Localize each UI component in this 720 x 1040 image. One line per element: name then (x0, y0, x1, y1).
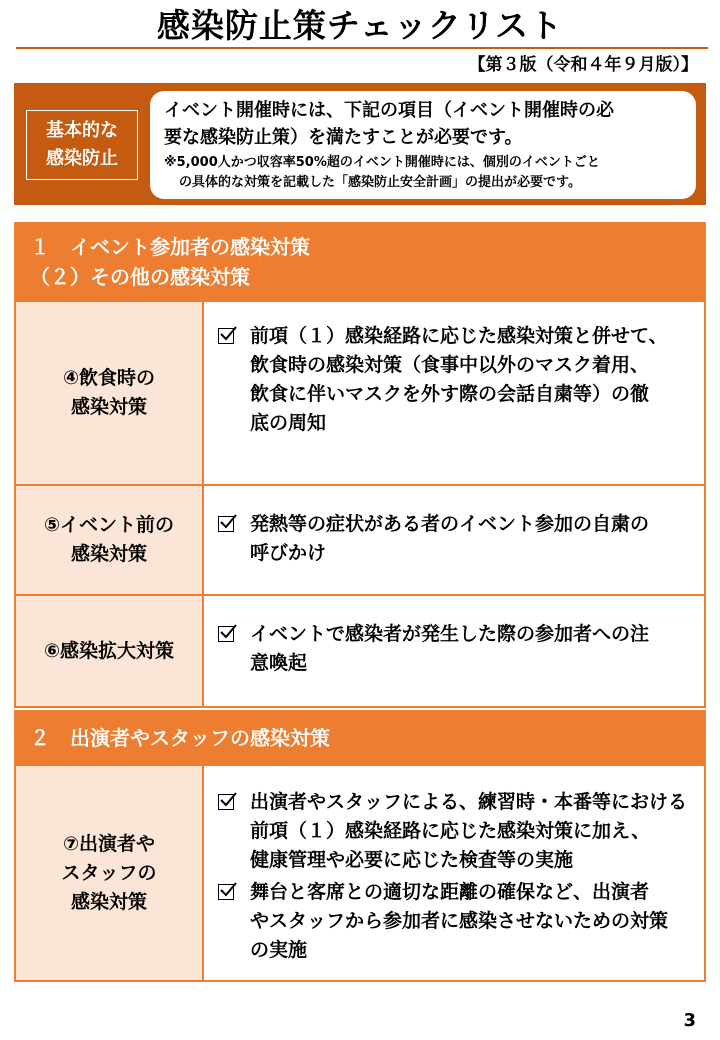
row-label-line: ⑥感染拡大対策 (43, 639, 175, 662)
item-line: 飲食に伴いマスクを外す際の会話自粛等）の徹 (250, 383, 650, 405)
edition-label: 【第３版（令和４年９月版）】 (468, 55, 698, 75)
item-line: 発熱等の症状がある者のイベント参加の自粛の (250, 513, 650, 535)
row-content (204, 302, 704, 484)
checklist-row-performers (14, 766, 706, 982)
page-number: 3 (683, 1010, 696, 1031)
banner-label-line: 感染防止 (46, 148, 118, 169)
row-label (16, 302, 204, 484)
item-line: 舞台と客席との適切な距離の確保など、出演者 (250, 881, 650, 903)
item-line: 飲食時の感染対策（食事中以外のマスク着用、 (250, 354, 650, 376)
section1-heading-line: １ イベント参加者の感染対策 (30, 235, 310, 259)
row-label-line: 感染対策 (70, 543, 147, 565)
checklist-item (216, 322, 696, 438)
item-line: 前項（１）感染経路に応じた感染対策に加え、 (250, 820, 651, 842)
checkbox-checked-icon[interactable] (218, 516, 234, 532)
checkbox-checked-icon[interactable] (218, 328, 234, 344)
banner-note-line: ※5,000人かつ収容率50%超のイベント開催時には、個別のイベントごと (164, 155, 600, 170)
row-content (204, 766, 704, 980)
banner-label (26, 110, 138, 180)
checkbox-checked-icon[interactable] (218, 626, 234, 642)
page-title: 感染防止策チェックリスト (156, 6, 564, 45)
banner-main-line: 要な感染防止策）を満たすことが必要です。 (164, 127, 523, 148)
row-label (16, 766, 204, 980)
item-line: の実施 (250, 939, 308, 961)
row-label-line: ⑦出演者や (62, 832, 156, 855)
row-label (16, 486, 204, 594)
banner-main-line: イベント開催時には、下記の項目（イベント開催時の必 (164, 100, 614, 121)
checklist-row-spread (14, 596, 706, 708)
row-content (204, 486, 704, 594)
banner-label-line: 基本的な (46, 120, 118, 141)
basic-prevention-banner (14, 83, 706, 205)
banner-main-text (164, 97, 684, 151)
row-label-line: 感染対策 (70, 396, 147, 418)
item-line: 前項（１）感染経路に応じた感染対策と併せて、 (250, 325, 668, 347)
section1-heading-line: （２）その他の感染対策 (30, 265, 250, 289)
checklist-item (216, 510, 696, 568)
item-line: イベントで感染者が発生した際の参加者への注 (250, 623, 650, 645)
banner-note-line: の具体的な対策を記載した「感染防止安全計画」の提出が必要です。 (179, 175, 581, 190)
title-divider (16, 47, 708, 49)
banner-text-box (150, 91, 696, 199)
item-line: 出演者やスタッフによる、練習時・本番等における (250, 791, 688, 813)
row-label-line: ④飲食時の (62, 367, 156, 389)
item-line: やスタッフから参加者に感染させないための対策 (250, 910, 669, 932)
checklist-row-eating (14, 302, 706, 486)
checklist-row-pre-event (14, 486, 706, 596)
item-line: 呼びかけ (250, 542, 327, 564)
checklist-item (216, 620, 696, 678)
section2-heading: ２ 出演者やスタッフの感染対策 (14, 710, 706, 766)
item-line: 底の周知 (250, 412, 327, 434)
section1-heading (14, 222, 706, 302)
row-content (204, 596, 704, 706)
row-label-line: ⑤イベント前の (43, 514, 175, 536)
banner-note (164, 153, 684, 193)
row-label (16, 596, 204, 706)
item-line: 意喚起 (250, 652, 308, 674)
item-line: 健康管理や必要に応じた検査等の実施 (250, 849, 574, 871)
row-label-line: 感染対策 (70, 890, 147, 913)
checkbox-checked-icon[interactable] (218, 884, 234, 900)
checklist-item (216, 878, 696, 965)
checkbox-checked-icon[interactable] (218, 794, 234, 810)
checklist-item (216, 788, 696, 875)
row-label-line: スタッフの (61, 861, 157, 884)
